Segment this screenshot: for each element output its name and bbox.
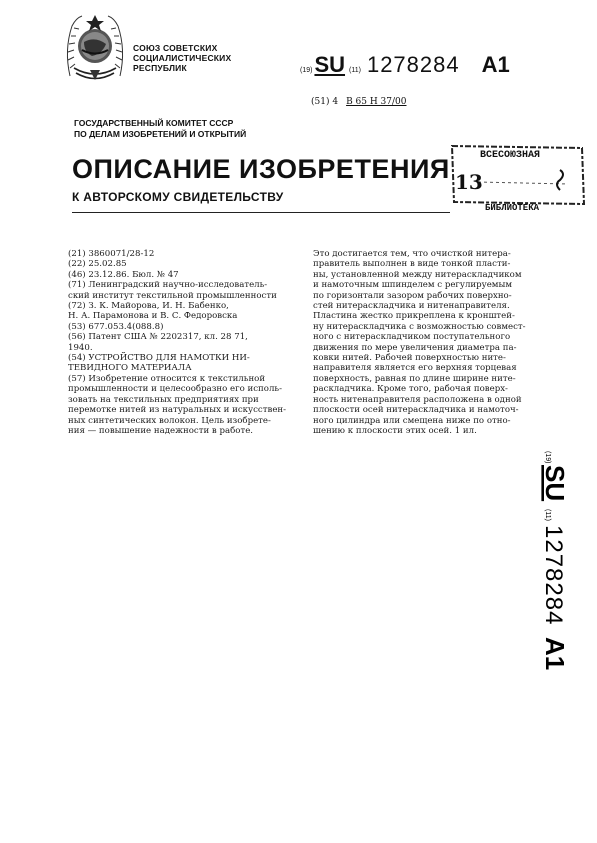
bib-line: (71) Ленинградский научно-исследователь- <box>68 280 268 291</box>
bib-line: (56) Патент США № 2202317, кл. 28 71, <box>68 332 248 343</box>
document-title: ОПИСАНИЕ ИЗОБРЕТЕНИЯ <box>72 154 450 184</box>
ussr-emblem <box>62 10 128 82</box>
committee-line: ПО ДЕЛАМ ИЗОБРЕТЕНИЙ И ОТКРЫТИЙ <box>74 129 247 139</box>
abstract-line: зовать на текстильных предприятиях при <box>68 394 259 405</box>
bib-line: (21) 3860071/28-12 <box>68 249 155 259</box>
su-label: SU <box>314 52 346 77</box>
stamp-text: ВСЕСОЮЗНАЯ <box>480 150 541 161</box>
state-committee <box>74 118 246 140</box>
ipc-classification <box>311 97 407 107</box>
abstract-line: ного с нитераскладчиком поступательного <box>313 332 511 343</box>
side-code-11: (11) <box>544 509 551 521</box>
abstract-line: поверхность, равная по длине ширине нитe- <box>313 373 516 384</box>
abstract-line: ну нитераскладчика с возможностью совмест- <box>313 321 526 332</box>
abstract-line: шению к плоскости этих осей. 1 ил. <box>313 425 477 436</box>
country-line: РЕСПУБЛИК <box>133 63 187 73</box>
abstract-line: ных синтетических волокон. Цель изобрете- <box>68 415 271 426</box>
abstract-line: раскладчика. Кроме того, рабочая поверх- <box>313 384 508 395</box>
abstract-column <box>313 249 537 436</box>
code-11: (11) <box>349 67 361 74</box>
abstract-line: правитель выполнен в виде тонкой пласти- <box>313 259 511 270</box>
side-su: SU <box>540 465 570 502</box>
abstract-line: движения по мере увеличения диаметра па- <box>313 342 517 353</box>
bib-line: (54) УСТРОЙСТВО ДЛЯ НАМОТКИ НИ- <box>68 353 250 364</box>
abstract-line: Пластина жестко прикреплена к кронштей- <box>313 311 515 322</box>
bib-line: Н. А. Парамонова и В. С. Федоровска <box>68 311 238 322</box>
abstract-line: ность нитенаправителя расположена в одной <box>313 394 522 405</box>
bib-line: (53) 677.053.4(088.8) <box>68 321 164 332</box>
divider <box>72 212 450 213</box>
abstract-line: и намоточным шпинделем с регулируемым <box>313 280 513 291</box>
abstract-line: промышленности и целесообразно его исполь- <box>68 384 282 395</box>
side-patent-number <box>532 449 580 679</box>
bib-line: (22) 25.02.85 <box>68 259 127 270</box>
ipc-label: (51) 4 <box>311 97 339 107</box>
country-name <box>133 43 231 73</box>
abstract-line: ного цилиндра или смещена ниже по отно- <box>313 415 511 426</box>
abstract-line: (57) Изобретение относится к текстильной <box>68 373 266 384</box>
code-19: (19) <box>300 67 313 74</box>
committee-line: ГОСУДАРСТВЕННЫЙ КОМИТЕТ СССР <box>74 118 234 128</box>
abstract-line: Это достигается тем, что очисткой нитера- <box>313 249 511 259</box>
abstract-line: ковки нитей. Рабочей поверхностью ните- <box>313 353 506 364</box>
abstract-line: плоскости осей нитераскладчика и намоточ- <box>313 405 519 416</box>
side-kind: A1 <box>540 637 570 671</box>
bib-line: (46) 23.12.86. Бюл. № 47 <box>68 269 179 280</box>
country-line: СОЮЗ СОВЕТСКИХ <box>133 43 218 53</box>
abstract-line: по горизонтали зазором рабочих поверхно- <box>313 290 512 301</box>
patent-number: 1278284 <box>366 52 460 77</box>
ipc-value: B 65 H 37/00 <box>346 97 407 107</box>
kind-code: A1 <box>481 52 510 77</box>
bib-line: ский институт текстильной промышленности <box>68 290 277 301</box>
bib-line: ТЕВИДНОГО МАТЕРИАЛА <box>68 363 192 374</box>
abstract-line: направителя является его верхняя торцевая <box>313 363 517 374</box>
abstract-line: ния — повышение надежности в работе. <box>68 425 254 436</box>
bib-line: (72) З. К. Майорова, И. Н. Бабенко, <box>68 301 229 312</box>
country-line: СОЦИАЛИСТИЧЕСКИХ <box>133 53 232 63</box>
side-code-19: (19) <box>544 451 551 464</box>
stamp-number: 13 <box>455 170 483 194</box>
abstract-line: ны, установленной между нитераскладчиком <box>313 269 522 280</box>
bib-line: 1940. <box>68 342 93 353</box>
document-subtitle: К АВТОРСКОМУ СВИДЕТЕЛЬСТВУ <box>72 190 284 204</box>
abstract-line: перемотке нитей из натуральных и искусствен- <box>68 405 287 416</box>
bibliographic-column <box>68 249 294 436</box>
patent-number-header <box>300 52 510 78</box>
side-number: 1278284 <box>540 525 567 626</box>
abstract-line: стей нитераскладчика и нитенаправителя. <box>313 301 510 312</box>
stamp-text: БИБЛИОТЕКА <box>485 203 540 213</box>
